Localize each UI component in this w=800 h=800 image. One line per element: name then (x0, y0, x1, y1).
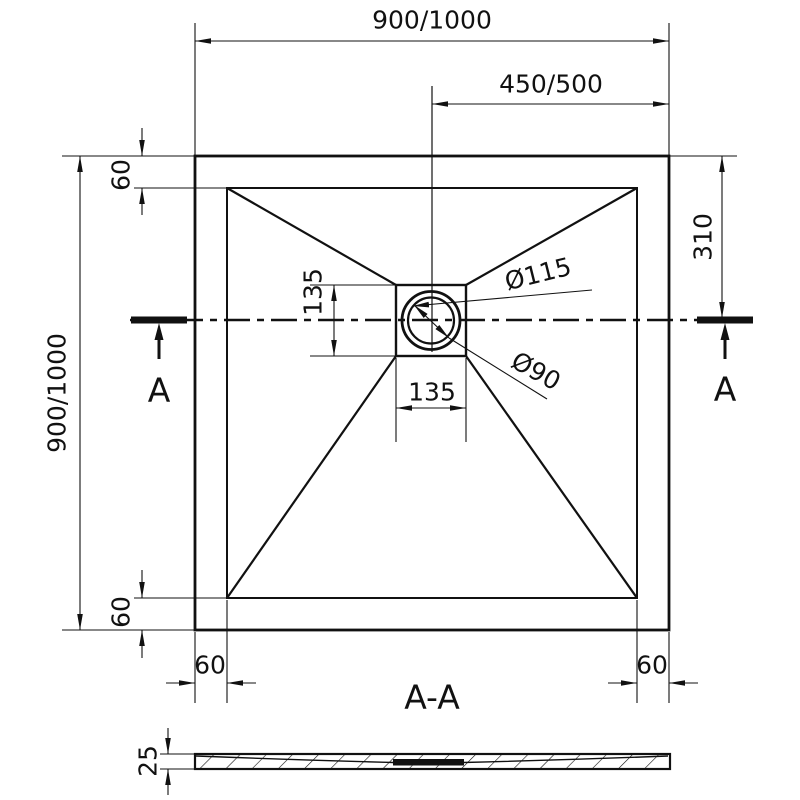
dim-text-drain-outer-dia: Ø115 (501, 251, 575, 297)
dim-text-rim-bottom-right: 60 (636, 650, 668, 680)
dim-text-rim-top: 60 (106, 159, 136, 191)
dim-text-drain-box-width: 135 (408, 377, 456, 407)
cut-label-right: A (713, 369, 737, 409)
section-drain-recess (393, 759, 464, 766)
section-title: A-A (404, 677, 460, 717)
dim-text-rim-bottom: 60 (106, 596, 136, 628)
dimension-texts (43, 6, 737, 777)
dimension-lines (80, 41, 722, 795)
section-view (195, 754, 670, 769)
dim-text-overall-width: 900/1000 (372, 5, 492, 35)
dim-text-thickness: 25 (133, 745, 163, 777)
dim-text-drain-from-top: 310 (688, 213, 718, 261)
dim-text-half-width: 450/500 (499, 69, 603, 99)
dim-text-overall-height: 900/1000 (42, 333, 72, 453)
slope-diagonal-bottom-left (227, 356, 396, 598)
dim-text-drain-box-height: 135 (298, 268, 328, 316)
cut-arrow-head-left (155, 323, 164, 340)
dim-text-rim-bottom-left: 60 (194, 650, 226, 680)
dim-text-drain-inner-dia: Ø90 (506, 345, 566, 397)
cut-arrow-head-right (721, 323, 730, 340)
cut-label-left: A (147, 370, 171, 410)
